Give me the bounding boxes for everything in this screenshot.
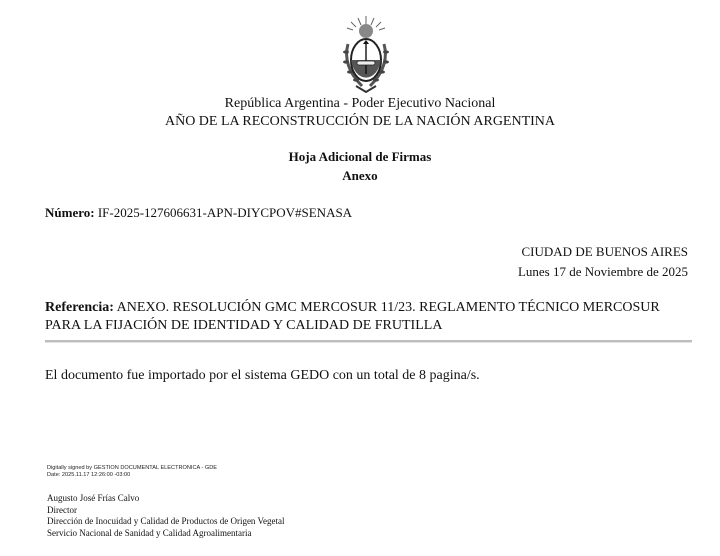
- signer-role: Director: [47, 504, 77, 515]
- coat-of-arms-argentina-icon: [340, 14, 392, 96]
- reference-text: ANEXO. RESOLUCIÓN GMC MERCOSUR 11/23. REGLAMENTO TÉCNICO MERCOSUR PARA LA FIJACIÓN DE IDENTIDAD Y CALIDAD DE FRUTILLA: [45, 300, 660, 333]
- document-number-value: IF-2025-127606631-APN-DIYCPOV#SENASA: [97, 205, 353, 220]
- signer-block: [47, 493, 285, 539]
- city: CIUDAD DE BUENOS AIRES: [521, 244, 688, 259]
- page-title: Hoja Adicional de Firmas: [288, 149, 432, 164]
- body-text: El documento fue importado por el sistema GEDO con un total de 8 pagina/s.: [45, 368, 480, 383]
- reference: [45, 299, 695, 335]
- document-number: [45, 205, 352, 221]
- digital-signature-signed-by: Digitally signed by GESTION DOCUMENTAL ELECTRONICA - GDE: [47, 465, 218, 471]
- date: Lunes 17 de Noviembre de 2025: [517, 264, 688, 279]
- digital-signature-date: Date: 2025.11.17 12:26:00 -03:00: [47, 472, 131, 478]
- page-subtitle: Anexo: [342, 168, 378, 183]
- header-government-line: República Argentina - Poder Ejecutivo Nacional: [224, 96, 496, 111]
- digital-signature-stamp: [47, 465, 217, 479]
- reference-label: Referencia:: [45, 300, 114, 315]
- document-number-label: Número:: [45, 205, 95, 220]
- signer-name: Augusto José Frías Calvo: [47, 493, 140, 503]
- signer-department: Dirección de Inocuidad y Calidad de Productos de Origen Vegetal: [47, 516, 285, 526]
- divider: [45, 340, 692, 343]
- signer-organization: Servicio Nacional de Sanidad y Calidad Agroalimentaria: [47, 527, 252, 538]
- header-year-motto: AÑO DE LA RECONSTRUCCIÓN DE LA NACIÓN ARGENTINA: [164, 114, 556, 129]
